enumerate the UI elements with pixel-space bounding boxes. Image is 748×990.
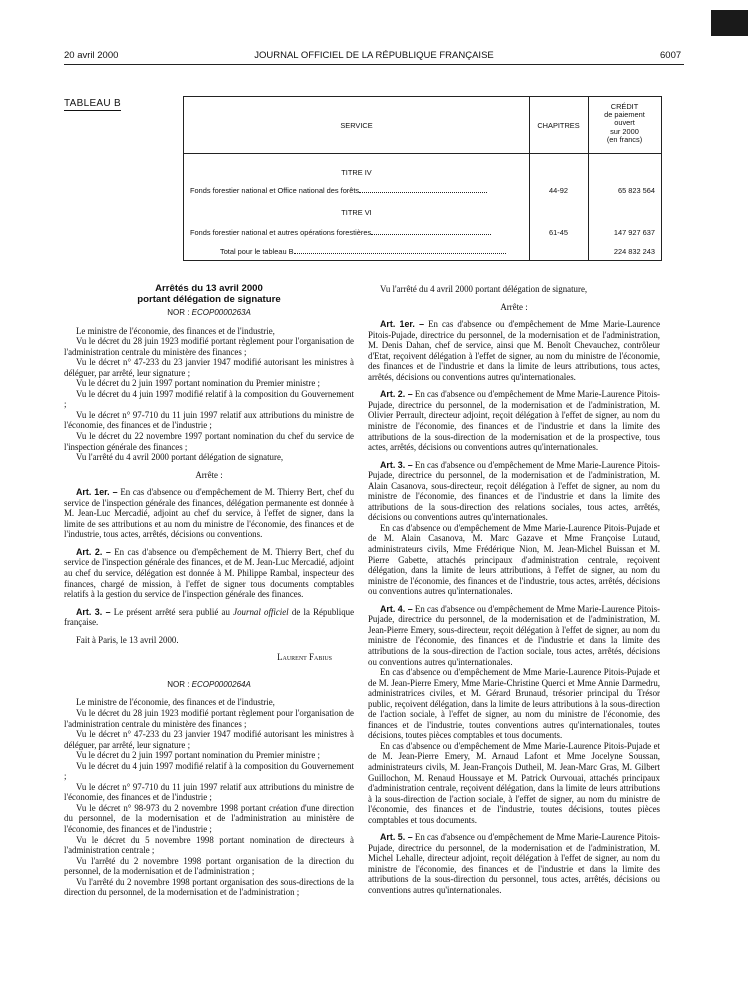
titre-vi-heading: TITRE VI [341, 208, 372, 217]
paragraph: Vu le décret n° 97-710 du 11 juin 1997 relatif aux attributions du ministre de l'économie, des finances et de l'industrie ; [64, 409, 354, 431]
article: Art. 3. – Le présent arrêté sera publié au Journal officiel de la République française. [64, 606, 355, 628]
arrete-label: Arrête : [500, 301, 528, 312]
paragraph: En cas d'absence ou d'empêchement de Mme Marie-Laurence Pitois-Pujade et de M. Jean-Pierre Emery, Mme Marie-Christine Querci et Mme Annie Darmedru, administratrices civiles, et M. Gérard Brunaud, trésorier principal du Trésor public, reçoivent délégation, dans la limite de leurs attributions à la sous-direction de l'action sociale, à l'effet de signer, au nom du ministre de l'économie, des finances et de l'industrie, toutes conventions autres qu'internationales, toutes décisions, toutes pièces comptables et tous documents. [368, 667, 660, 741]
header-credit: CRÉDIT de paiement ouvert sur 2000 (en francs) [604, 102, 645, 144]
paragraph: Vu l'arrêté du 4 avril 2000 portant délégation de signature, [76, 452, 284, 463]
paragraph: En cas d'absence ou d'empêchement de Mme Marie-Laurence Pitois-Pujade et de M. Jean-Pierre Emery, M. Arnaud Lafont et Mme Jocelyne Soussan, administrateurs civils, M. Jean-François Dutheil, M. Jean-Marc Gras, M. Gilbert Guillochon, M. Renaud Houssaye et M. Patrick Ourvouai, attachés principaux d'administration centrale, reçoivent délégation, dans la limite de leurs attributions à la sous-direction de l'action sociale, à l'effet de signer, au nom du ministre de l'économie, des finances et de l'industrie, toutes décisions, toutes pièces comptables et tous documents. [368, 740, 660, 825]
right-column [368, 284, 660, 896]
article: Art. 5. – En cas d'absence ou d'empêchement de Mme Marie-Laurence Pitois-Pujade, directrice du personnel, de la modernisation et de l'administration, M. Michel Lehalle, directeur adjoint, reçoit délégation à l'effet de signer, au nom du ministre de l'économie, des finances et de l'industrie et dans la limite des attributions de la sous-direction du personnel, tous actes, arrêtés, décisions ou conventions autres qu'internationales. [368, 832, 660, 895]
article: Art. 4. – En cas d'absence ou d'empêchement de Mme Marie-Laurence Pitois-Pujade, directrice du personnel, de la modernisation et de l'administration, M. Jean-Pierre Emery, sous-directeur, reçoit délégation à l'effet de signer, au nom du ministre de l'économie, des finances et de l'industrie et dans la limite des attributions de la sous-direction de l'action sociale, tous actes, arrêtés, décisions ou conventions autres qu'internationales. [368, 603, 660, 667]
paragraph: Vu le décret du 4 juin 1997 modifié relatif à la composition du Gouvernement ; [64, 388, 354, 410]
arrete-label: Arrête : [195, 469, 223, 480]
article: Art. 2. – En cas d'absence ou d'empêchement de M. Thierry Bert, chef du service de l'inspection générale des finances, et de M. Jean-Luc Mercadié, adjoint au chef du service, délégation est donnée à M. Philippe Rambal, inspecteur des finances, chargé de mission, à l'effet de signer tous documents comptables relatifs à la gestion du service de l'inspection générale des finances. [64, 546, 355, 600]
table-row: Fonds forestier national et autres opérations forestières [190, 228, 525, 237]
chapitre-value: 44-92 [549, 186, 568, 195]
header-service: SERVICE [340, 121, 373, 130]
total-value: 224 832 243 [613, 247, 655, 256]
table-row: Fonds forestier national et Office national des forêts [190, 186, 525, 195]
header-journal-title: JOURNAL OFFICIEL DE LA RÉPUBLIQUE FRANÇAISE [254, 50, 494, 61]
paragraph: Vu le décret du 4 juin 1997 modifié relatif à la composition du Gouvernement ; [64, 760, 354, 782]
header-date: 20 avril 2000 [64, 50, 119, 61]
paragraph: Vu le décret du 28 juin 1923 modifié portant règlement pour l'organisation de l'administration centrale du ministère des finances ; [64, 707, 354, 729]
paragraph: Vu le décret du 28 juin 1923 modifié portant règlement pour l'organisation de l'administration centrale du ministère des finances ; [64, 336, 354, 357]
page-corner-mark [711, 10, 748, 36]
paragraph: Vu le décret du 2 juin 1997 portant nomination du Premier ministre ; [76, 750, 320, 761]
titre-iv-heading: TITRE IV [341, 168, 372, 177]
header-page-number: 6007 [660, 50, 682, 61]
fait-a-paris: Fait à Paris, le 13 avril 2000. [76, 634, 179, 645]
header-rule [64, 64, 684, 65]
nor-reference: NOR : ECOP0000263A [167, 308, 251, 317]
paragraph: Vu le décret n° 47-233 du 23 janvier 1947 modifié autorisant les ministres à déléguer, par arrêté, leur signature ; [64, 357, 354, 378]
paragraph: Vu le décret du 22 novembre 1997 portant nomination du chef du service de l'inspection générale des finances ; [64, 431, 354, 452]
paragraph: Vu l'arrêté du 2 novembre 1998 portant organisation des sous-directions de la direction du personnel, de la modernisation et de l'administration ; [64, 876, 354, 898]
paragraph: Le ministre de l'économie, des finances et de l'industrie, [76, 697, 275, 708]
article: Art. 1er. – En cas d'absence ou d'empêchement de M. Thierry Bert, chef du service de l'inspection générale des finances, délégation permanente est donnée à M. Jean-Luc Mercadié, adjoint au chef du service, à l'effet de signer, dans la limite de ses attributions et au nom du ministre de l'économie, des finances et de l'industrie, tous actes, arrêtés, décisions ou conventions. [64, 487, 355, 540]
credit-value: 147 927 637 [613, 228, 655, 237]
arrete-subtitle: portant délégation de signature [137, 293, 281, 305]
header-chapitres: CHAPITRES [537, 121, 580, 130]
arrete-title: Arrêtés du 13 avril 2000 [155, 283, 263, 294]
paragraph: Le ministre de l'économie, des finances et de l'industrie, [76, 325, 275, 336]
paragraph: Vu le décret du 5 novembre 1998 portant nomination de directeurs à l'administration centrale ; [64, 834, 354, 856]
paragraph: Vu l'arrêté du 4 avril 2000 portant délégation de signature, [380, 284, 588, 294]
article: Art. 2. – En cas d'absence ou d'empêchement de Mme Marie-Laurence Pitois-Pujade, directrice du personnel, de la modernisation et de l'administration, M. Olivier Perrault, directeur adjoint, reçoit délégation à l'effet de signer, au nom du ministre de l'économie, des finances et de l'industrie et dans la limite des attributions de la sous-direction de la modernisation et de la prospective, tous actes, arrêtés, décisions ou conventions autres qu'internationales. [368, 389, 660, 453]
table-divider [184, 153, 661, 154]
table-title: TABLEAU B [64, 98, 121, 109]
paragraph: Vu le décret n° 47-233 du 23 janvier 1947 modifié autorisant les ministres à déléguer, par arrêté, leur signature ; [64, 729, 354, 750]
paragraph: En cas d'absence ou d'empêchement de Mme Marie-Laurence Pitois-Pujade et de M. Alain Casanova, M. Marc Gazave et Mme Françoise Lutaud, administrateurs civils, Mme Frédérique Nion, M. Jean-Michel Buissan et M. Pierre Gabette, attachés principaux d'administration centrale, reçoivent délégation, dans la limite de leurs attributions, à l'effet de signer, au nom du ministre de l'économie, des finances et de l'industrie, tous actes, arrêtés, décisions ou conventions autres qu'internationales. [368, 522, 660, 597]
article: Art. 3. – En cas d'absence ou d'empêchement de Mme Marie-Laurence Pitois-Pujade, directrice du personnel, de la modernisation et de l'administration, M. Alain Casanova, sous-directeur, reçoit délégation à l'effet de signer, au nom du ministre de l'économie, des finances et de l'industrie et dans la limite des attributions de la sous-direction des relations sociales, tous actes, arrêtés, décisions ou conventions autres qu'internationales. [368, 459, 660, 523]
paragraph: Vu le décret n° 97-710 du 11 juin 1997 relatif aux attributions du ministre de l'économie, des finances et de l'industrie ; [64, 781, 354, 803]
paragraph: Vu l'arrêté du 2 novembre 1998 portant organisation de la direction du personnel, de la modernisation et de l'administration ; [64, 855, 354, 877]
paragraph: Vu le décret du 2 juin 1997 portant nomination du Premier ministre ; [76, 378, 320, 389]
article: Art. 1er. – En cas d'absence ou d'empêchement de Mme Marie-Laurence Pitois-Pujade, directrice du personnel, de la modernisation et de l'administration, M. Denis Dahan, chef de service, ainsi que M. Benoît Chevauchez, contrôleur d'Etat, reçoivent délégation à l'effet de signer, au nom du ministre de l'économie, des finances et de l'industrie et dans la limite de leurs attributions, tous actes, arrêtés, décisions ou conventions autres qu'internationales. [368, 319, 661, 382]
total-row: Total pour le tableau B [220, 247, 525, 256]
credit-value: 65 823 564 [618, 186, 655, 195]
chapitre-value: 61-45 [549, 228, 568, 237]
paragraph: Vu le décret n° 98-973 du 2 novembre 1998 portant création d'une direction du personnel, de la modernisation et de l'administration au ministère de l'économie, des finances et de l'industrie ; [64, 802, 354, 834]
credits-table [183, 96, 662, 261]
signature: Laurent Fabius [277, 652, 332, 663]
nor-reference: NOR : ECOP0000264A [167, 679, 251, 689]
left-column [64, 284, 354, 898]
